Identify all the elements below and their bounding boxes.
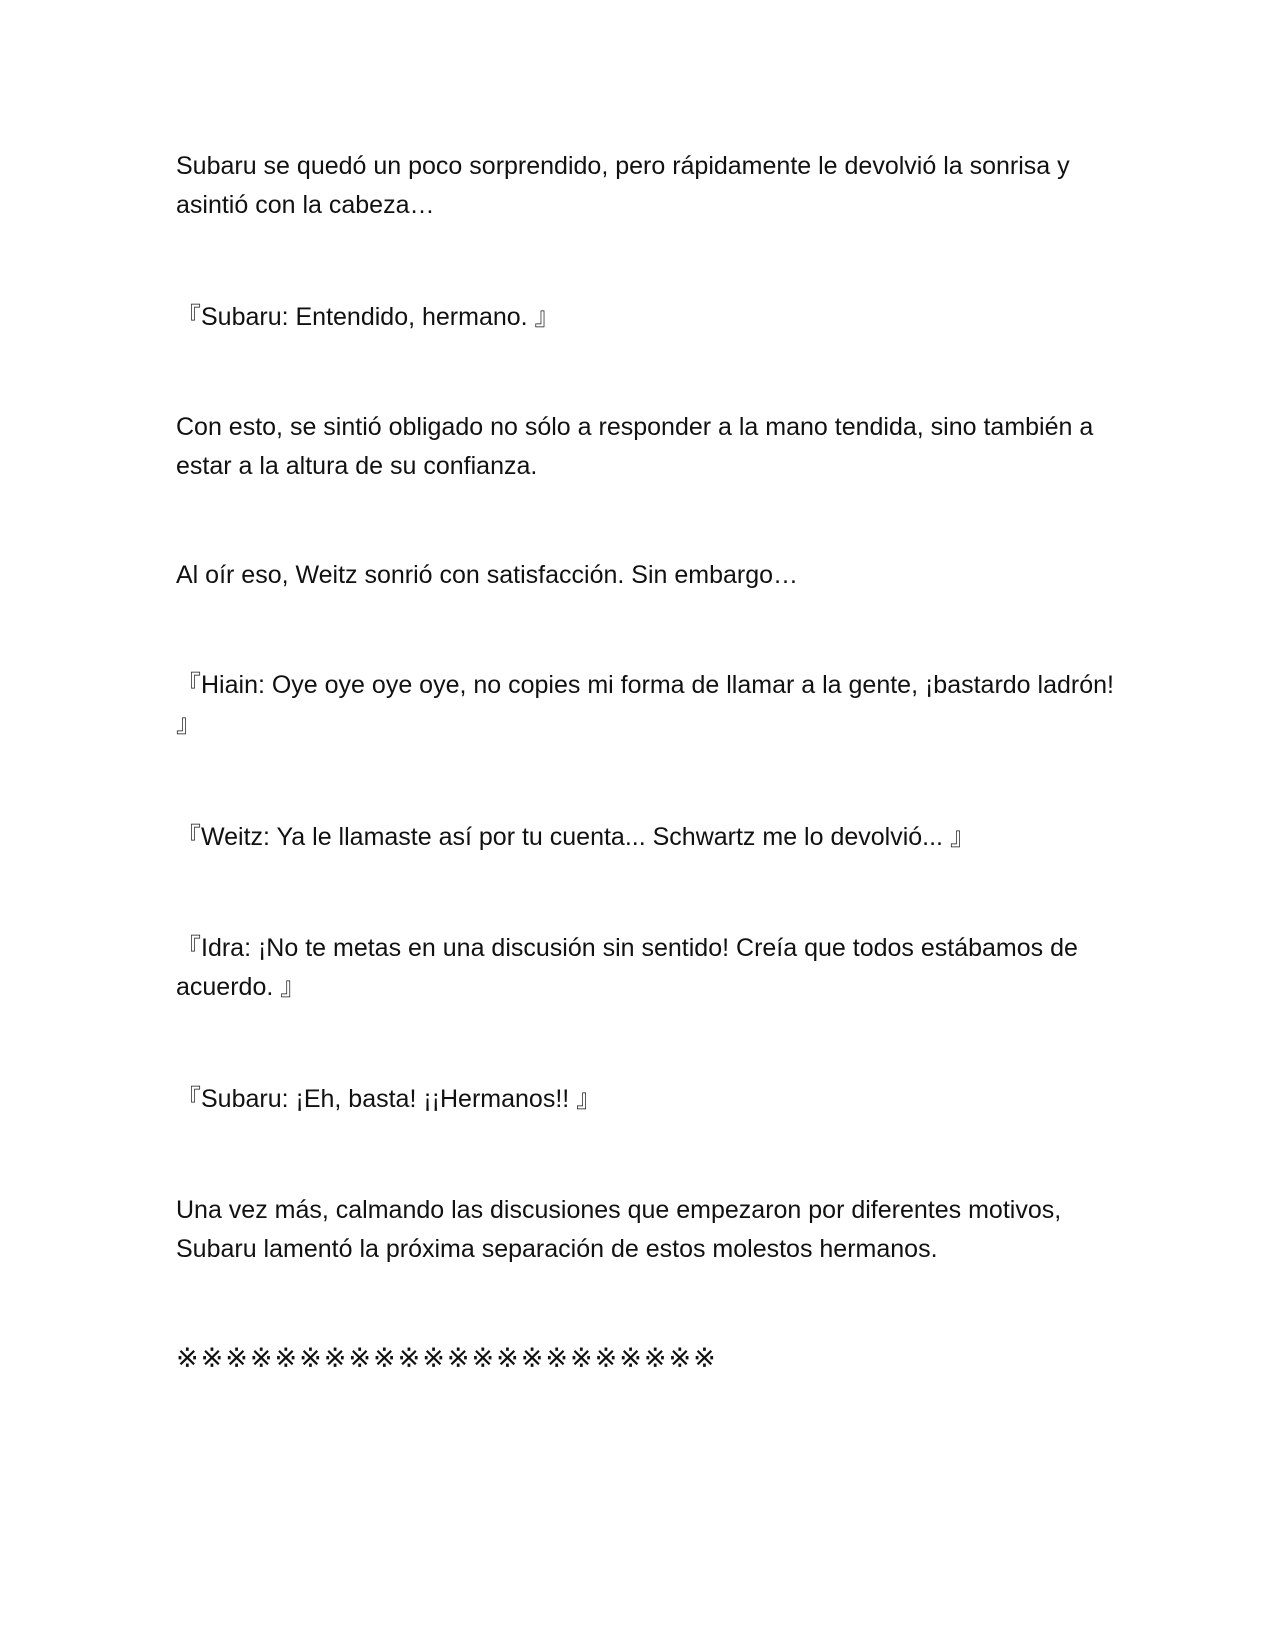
dialogue-line-idra: 『Idra: ¡No te metas en una discusión sin sentido! Creía que todos estábamos de acuerdo. 』 <box>176 934 1085 1001</box>
narration-paragraph: Subaru se quedó un poco sorprendido, pero rápidamente le devolvió la sonrisa y asintió con la cabeza… <box>176 152 1077 219</box>
dialogue-line-weitz: 『Weitz: Ya le llamaste así por tu cuenta... Schwartz me lo devolvió... 』 <box>176 823 975 851</box>
scene-break-divider: ※※※※※※※※※※※※※※※※※※※※※※ <box>176 1343 718 1374</box>
dialogue-line-subaru: 『Subaru: Entendido, hermano. 』 <box>176 303 560 331</box>
dialogue-line-hiain: 『Hiain: Oye oye oye oye, no copies mi forma de llamar a la gente, ¡bastardo ladrón! 』 <box>176 671 1121 738</box>
narration-paragraph: Al oír eso, Weitz sonrió con satisfacción. Sin embargo… <box>176 561 799 589</box>
narration-paragraph: Con esto, se sintió obligado no sólo a responder a la mano tendida, sino también a estar a la altura de su confianza. <box>176 413 1101 480</box>
narration-paragraph: Una vez más, calmando las discusiones que empezaron por diferentes motivos, Subaru lamentó la próxima separación de estos molestos hermanos. <box>176 1196 1069 1263</box>
dialogue-line-subaru: 『Subaru: ¡Eh, basta! ¡¡Hermanos!! 』 <box>176 1085 602 1113</box>
